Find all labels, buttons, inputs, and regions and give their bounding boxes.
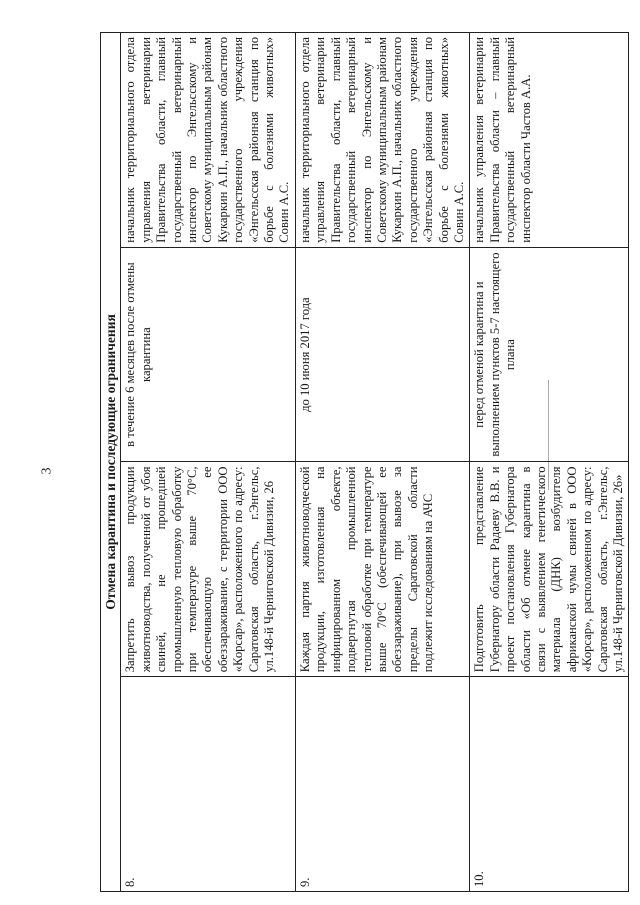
row-number: 8. bbox=[121, 677, 295, 892]
row-action: Запретить вывоз продукции животноводства, полученной от убоя свиней, не прошедшей промышленную тепловую обработку при температуре выше 70°С, обеспечивающую ее обеззараживание, с территории ООО «Корсар», расположенного по адресу: Саратовская область, г.Энгельс, ул.148-й Черниговской Дивизии, 26 bbox=[121, 462, 295, 677]
table-row bbox=[470, 33, 629, 892]
rotated-table-wrapper bbox=[100, 32, 625, 892]
table-row bbox=[295, 33, 469, 892]
row-term: перед отменой карантина и выполнением пунктов 5-7 настоящего плана bbox=[470, 247, 629, 462]
row-term: в течение 6 месяцев после отмены карантина bbox=[121, 247, 295, 462]
section-title: Отмена карантина и последующие ограничения bbox=[101, 33, 121, 892]
section-header-row bbox=[101, 33, 121, 892]
table-row bbox=[121, 33, 295, 892]
row-responsible: начальник территориального отдела управления ветеринарии Правительства области, главный государственный ветеринарный инспектор по Энгельсскому и Советскому муниципальным районам Кукаркин А.П., начальник областного государственного учреждения «Энгельсская районная станция по борьбе с болезнями животных» Совин А.С. bbox=[295, 33, 469, 248]
page-number: 3 bbox=[39, 467, 55, 475]
row-action: Каждая партия животноводческой продукции, изготовленная на инфицированном объекте, подвергнутая промышленной тепловой обработке при температуре выше 70°С (обеспечивающей ее обеззараживание), при вывозе за пределы Саратовской области подлежит исследованиям на АЧС bbox=[295, 462, 469, 677]
row-action: Подготовить представление Губернатору области Радаеву В.В. и проект постановления Губернатора области «Об отмене карантина в связи с выявлением генетического материала (ДНК) возбудителя африканской чумы свиней в ООО «Корсар», расположенном по адресу: Саратовская область, г.Энгельс, ул.148-й Черниговской Дивизии, 26» bbox=[470, 462, 629, 677]
row-responsible: начальник управления ветеринарии Правительства области – главный государственный ветеринарный инспектор области Частов А.А. bbox=[470, 33, 629, 248]
row-term: до 10 июня 2017 года bbox=[295, 247, 469, 462]
row-number: 9. bbox=[295, 677, 469, 892]
row-responsible: начальник территориального отдела управления ветеринарии Правительства области, главный государственный ветеринарный инспектор по Энгельсскому и Советскому муниципальным районам Кукаркин А.П., начальник областного государственного учреждения «Энгельсская районная станция по борьбе с болезнями животных» Совин А.С. bbox=[121, 33, 295, 248]
row-number: 10. bbox=[470, 677, 629, 892]
plan-table bbox=[100, 32, 629, 892]
